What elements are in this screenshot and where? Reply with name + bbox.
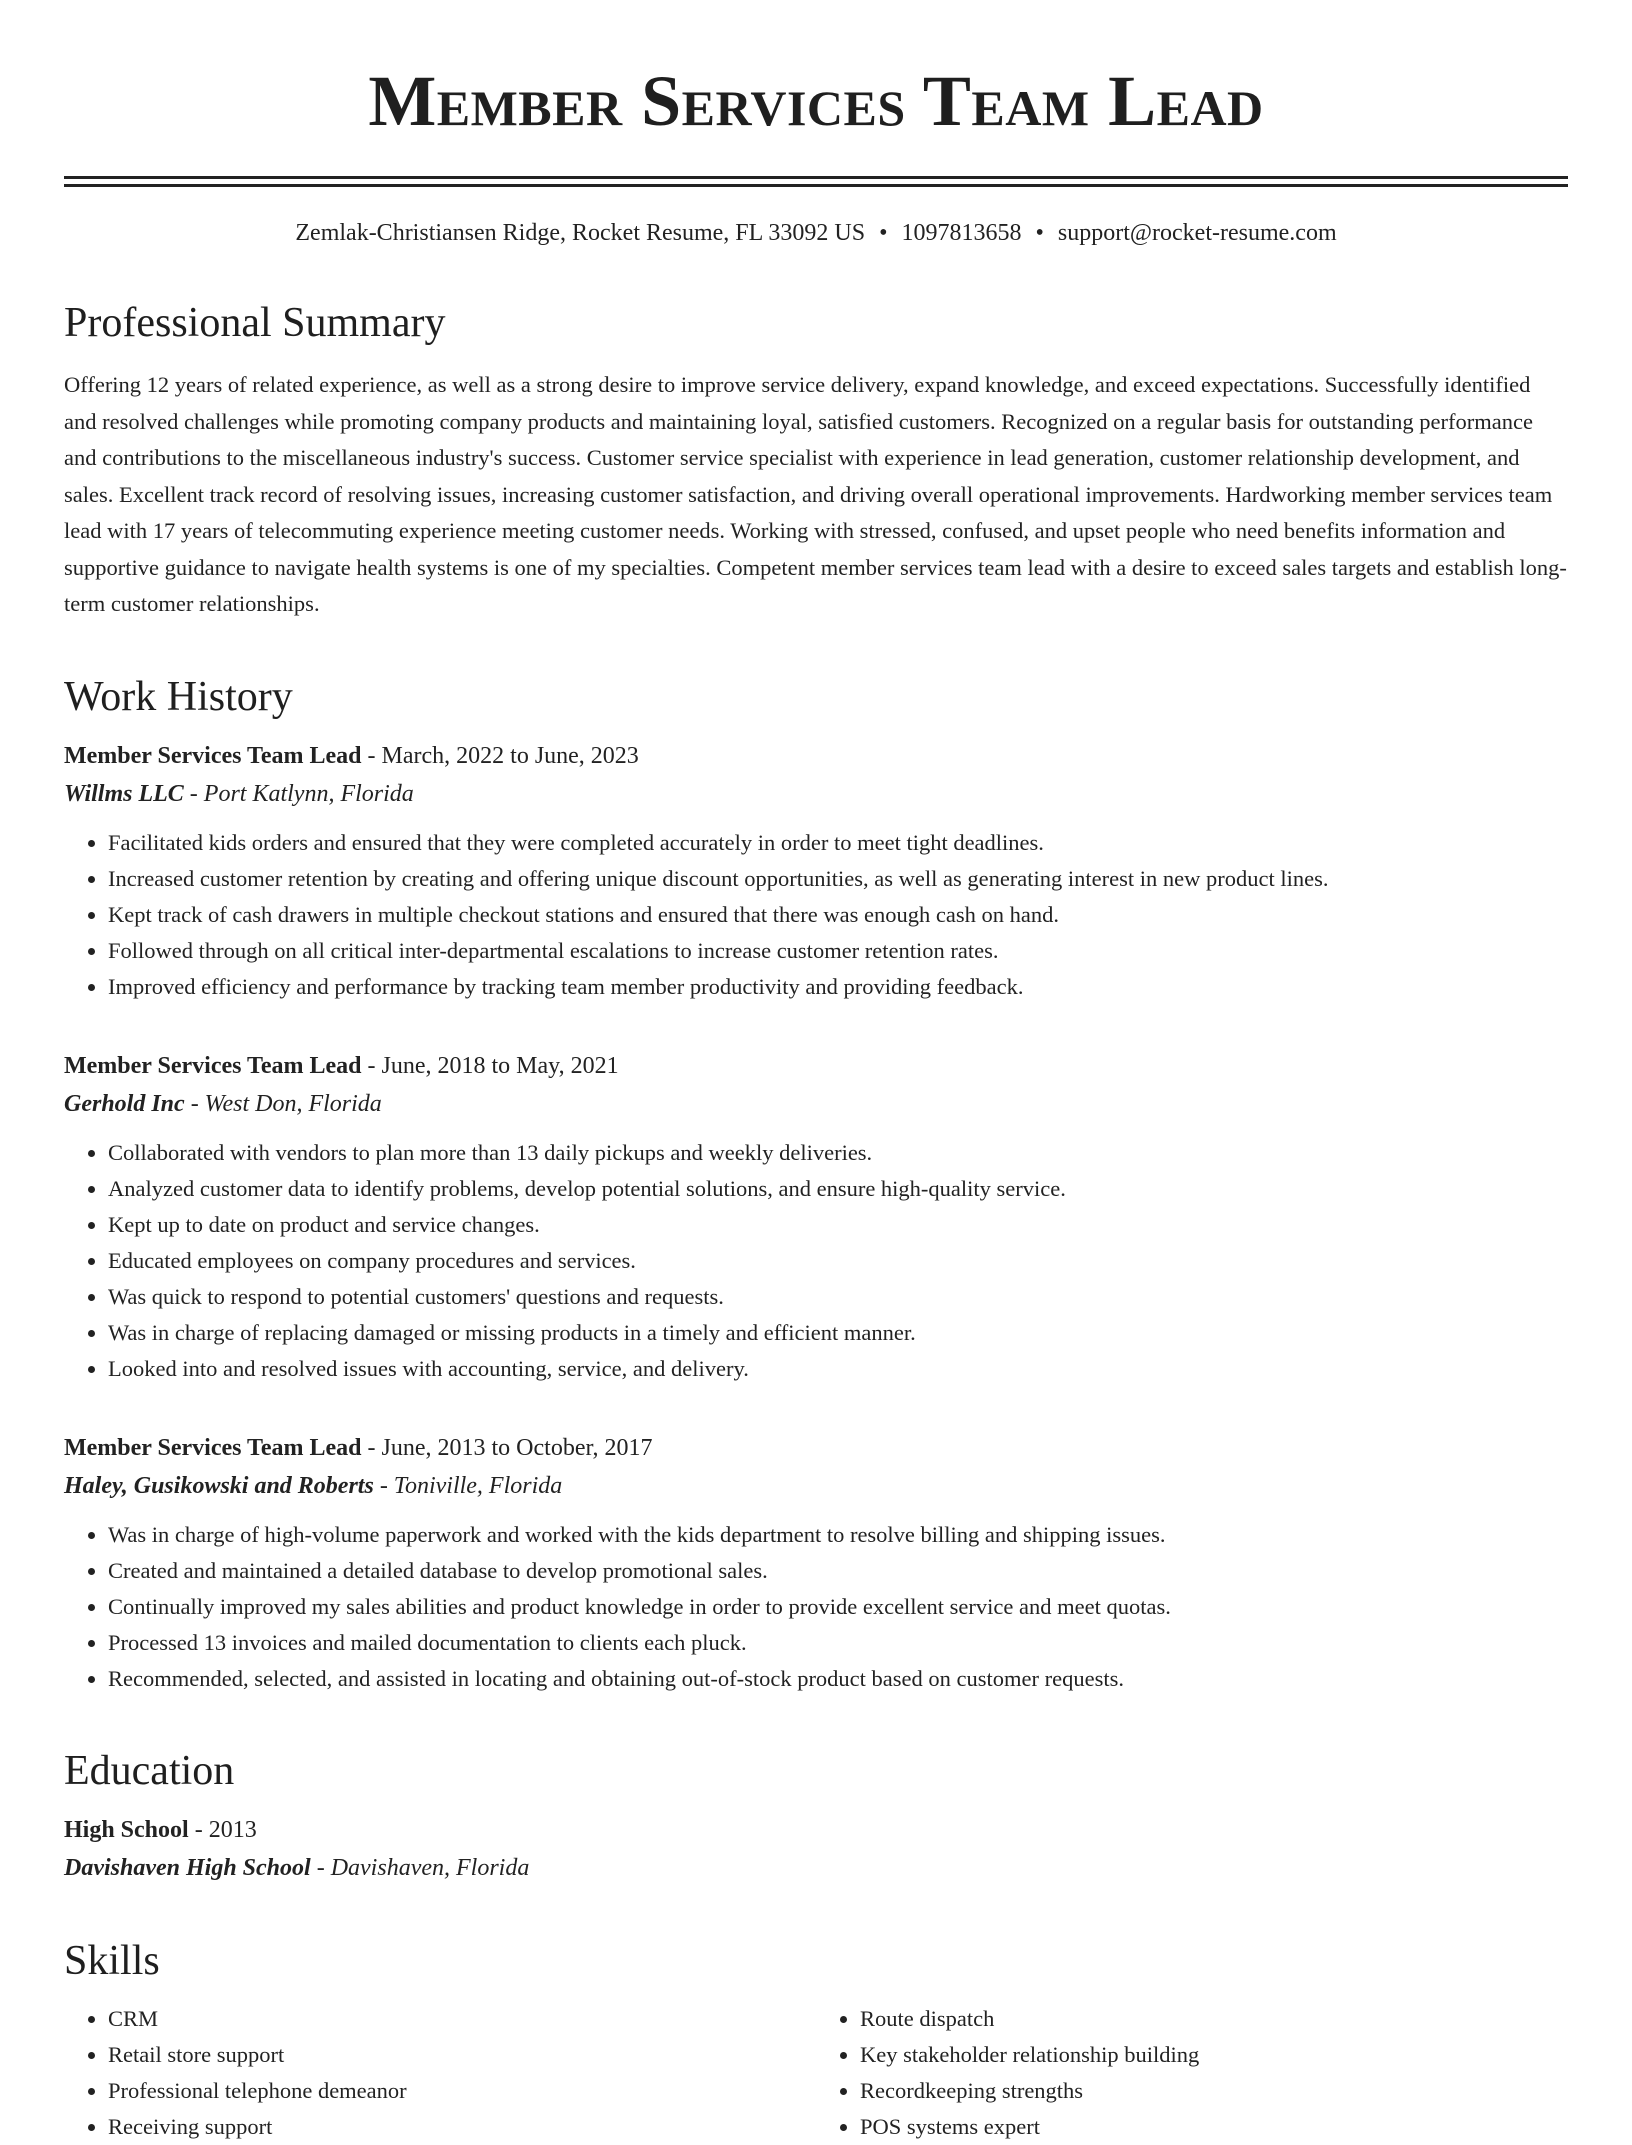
job-bullet: • Was quick to respond to potential customers' questions and requests.: [108, 1279, 1568, 1315]
job-bullet: • Looked into and resolved issues with accounting, service, and delivery.: [108, 1351, 1568, 1387]
education-location: - Davishaven, Florida: [310, 1854, 530, 1881]
job-bullet: • Was in charge of high-volume paperwork and worked with the kids department to resolve billing and shipping issues.: [108, 1517, 1568, 1553]
job-bullet: • Kept track of cash drawers in multiple checkout stations and ensured that there was enough cash on hand.: [108, 897, 1568, 933]
job-company-line: [64, 775, 1568, 813]
contact-email: support@rocket-resume.com: [1057, 220, 1337, 246]
job-role: Member Services Team Lead: [64, 1434, 362, 1461]
job-bullets: [64, 1135, 1568, 1387]
education-degree: High School: [64, 1816, 189, 1843]
education-entry: [64, 1811, 1568, 1887]
job-title-line: [64, 1429, 1568, 1467]
header-divider: [64, 176, 1568, 187]
job-bullet: • Facilitated kids orders and ensured that they were completed accurately in order to meet tight deadlines.: [108, 825, 1568, 861]
job-bullet: • Created and maintained a detailed database to develop promotional sales.: [108, 1553, 1568, 1589]
skill-item: • Retail store support: [108, 2037, 816, 2073]
job-entry: [64, 1047, 1568, 1387]
job-bullet: • Continually improved my sales abilities and product knowledge in order to provide excellent service and meet quotas.: [108, 1589, 1568, 1625]
education-heading: Education: [64, 1747, 235, 1794]
skill-item: • Professional telephone demeanor: [108, 2073, 816, 2109]
job-location: - Toniville, Florida: [373, 1472, 563, 1499]
job-company-line: [64, 1467, 1568, 1505]
job-role: Member Services Team Lead: [64, 742, 362, 769]
skills-column-left: [64, 2001, 816, 2145]
job-bullets: [64, 1517, 1568, 1697]
job-entry: [64, 1429, 1568, 1697]
education-school: Davishaven High School: [64, 1854, 311, 1881]
summary-heading: Professional Summary: [64, 300, 446, 346]
job-company-line: [64, 1085, 1568, 1123]
job-company: Haley, Gusikowski and Roberts: [64, 1472, 374, 1499]
job-entry: [64, 737, 1568, 1005]
contact-phone: 1097813658: [901, 220, 1022, 246]
skill-item: • CRM: [108, 2001, 816, 2037]
job-bullets: [64, 825, 1568, 1005]
contact-address: Zemlak-Christiansen Ridge, Rocket Resume, FL 33092 US: [295, 220, 866, 246]
summary-text: Offering 12 years of related experience, as well as a strong desire to improve service delivery, expand knowledge, and exceed expectations. Successfully identified and resolved challenges while promoting company products and maintaining loyal, satisfied customers. Recognized on a regular basis for outstanding performance and contributions to the miscellaneous industry's success. Customer service specialist with experience in lead generation, customer relationship development, and sales. Excellent track record of resolving issues, increasing customer satisfaction, and driving overall operational improvements. Hardworking member services team lead with 17 years of telecommuting experience meeting customer needs. Working with stressed, confused, and upset people who need benefits information and supportive guidance to navigate health systems is one of my specialties. Competent member services team lead with a desire to exceed sales targets and establish long-term customer relationships.: [64, 372, 1567, 616]
skills-heading: Skills: [64, 1937, 160, 1984]
skill-item: • Route dispatch: [860, 2001, 1568, 2037]
job-company: Gerhold Inc: [64, 1090, 185, 1117]
job-company: Willms LLC: [64, 780, 184, 807]
skills-column-right: [816, 2001, 1568, 2145]
job-bullet: • Improved efficiency and performance by tracking team member productivity and providing feedback.: [108, 969, 1568, 1005]
resume-name-title: Member Services Team Lead: [368, 61, 1264, 141]
skill-item: • Receiving support: [108, 2109, 816, 2145]
work-history-heading: Work History: [64, 673, 293, 720]
job-bullet: • Collaborated with vendors to plan more than 13 daily pickups and weekly deliveries.: [108, 1135, 1568, 1171]
job-bullet: • Analyzed customer data to identify problems, develop potential solutions, and ensure high-quality service.: [108, 1171, 1568, 1207]
job-bullet: • Educated employees on company procedures and services.: [108, 1243, 1568, 1279]
job-location: - West Don, Florida: [184, 1090, 382, 1117]
education-degree-line: [64, 1811, 1568, 1849]
contact-separator: •: [1035, 220, 1044, 246]
job-location: - Port Katlynn, Florida: [183, 780, 414, 807]
job-dates: - June, 2018 to May, 2021: [361, 1052, 619, 1079]
job-bullet: • Kept up to date on product and service changes.: [108, 1207, 1568, 1243]
job-role: Member Services Team Lead: [64, 1052, 362, 1079]
job-bullet: • Was in charge of replacing damaged or missing products in a timely and efficient manner.: [108, 1315, 1568, 1351]
job-bullet: • Processed 13 invoices and mailed documentation to clients each pluck.: [108, 1625, 1568, 1661]
job-bullet: • Followed through on all critical inter-departmental escalations to increase customer retention rates.: [108, 933, 1568, 969]
skills-list: [64, 2001, 1568, 2145]
job-bullet: • Increased customer retention by creating and offering unique discount opportunities, as well as generating interest in new product lines.: [108, 861, 1568, 897]
job-dates: - March, 2022 to June, 2023: [361, 742, 639, 769]
job-bullet: • Recommended, selected, and assisted in locating and obtaining out-of-stock product based on customer requests.: [108, 1661, 1568, 1697]
job-title-line: [64, 737, 1568, 775]
job-title-line: [64, 1047, 1568, 1085]
skill-item: • POS systems expert: [860, 2109, 1568, 2145]
education-year: - 2013: [188, 1816, 257, 1843]
education-school-line: [64, 1849, 1568, 1887]
job-dates: - June, 2013 to October, 2017: [361, 1434, 653, 1461]
skill-item: • Recordkeeping strengths: [860, 2073, 1568, 2109]
skill-item: • Key stakeholder relationship building: [860, 2037, 1568, 2073]
contact-line: [64, 217, 1568, 249]
contact-separator: •: [879, 220, 888, 246]
